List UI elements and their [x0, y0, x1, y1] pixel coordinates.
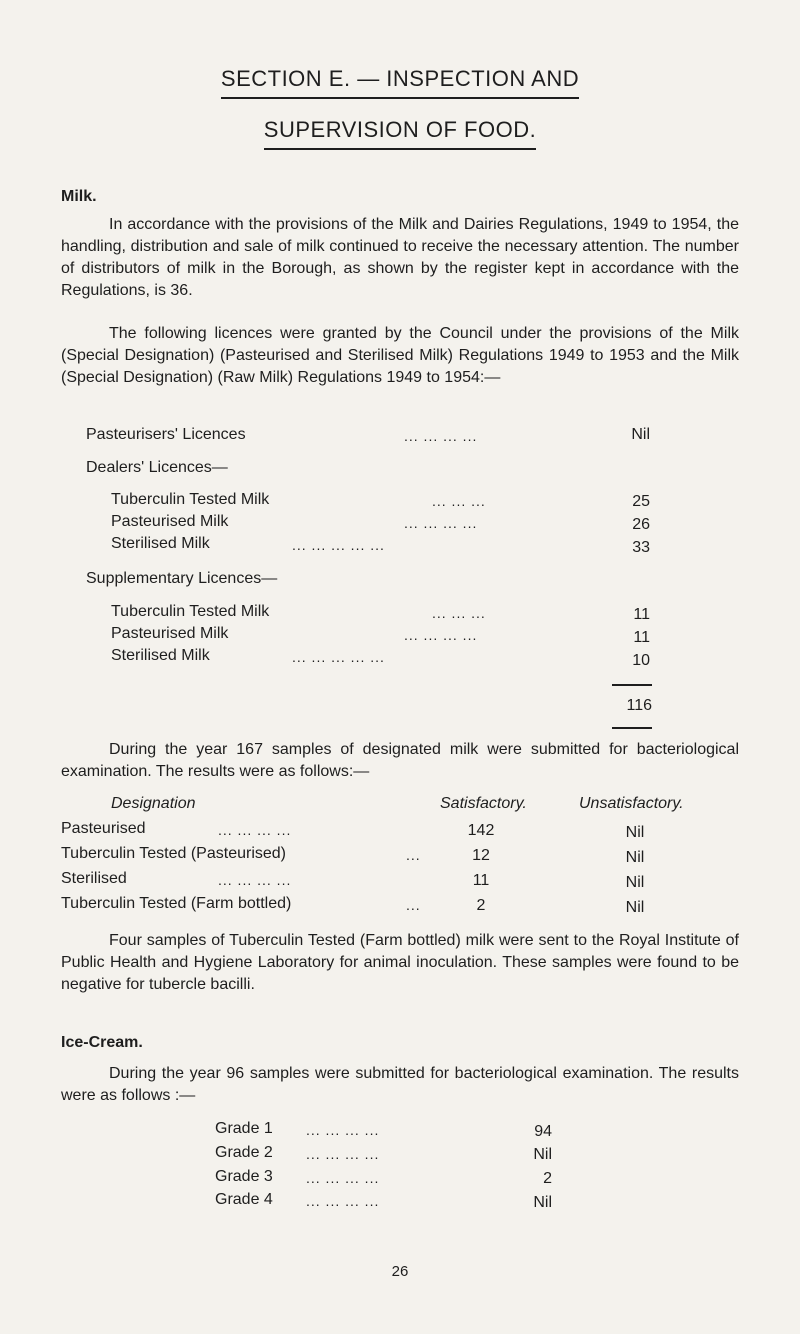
total-rule-top [612, 684, 652, 686]
table-row-designation: Tuberculin Tested (Pasteurised) [61, 845, 286, 862]
table-row-satisfactory: 142 [467, 822, 495, 839]
ice-cream-paragraph: During the year 96 samples were submitted for bacteriological examination. The results were as follows :— [61, 1065, 739, 1104]
milk-paragraph-3: During the year 167 samples of designated milk were submitted for bacteriological examination. The results were as follows:— [61, 741, 739, 780]
leader-dots: ... [406, 847, 421, 863]
grade-label: Grade 2 [215, 1144, 273, 1161]
dealers-item-label: Tuberculin Tested Milk [111, 491, 270, 508]
leader-dots: ... ... ... ... [306, 1170, 380, 1186]
total-rule-bottom [612, 727, 652, 729]
dealers-item-value: 25 [632, 493, 650, 510]
milk-heading: Milk. [61, 188, 97, 205]
leader-dots: ... ... ... ... [218, 822, 292, 838]
leader-dots: ... [406, 897, 421, 913]
page-number: 26 [391, 1263, 409, 1280]
table-row-unsatisfactory: Nil [625, 849, 645, 866]
dealers-item-label: Sterilised Milk [111, 535, 210, 552]
table-row-designation: Pasteurised [61, 820, 146, 837]
leader-dots: ... ... ... ... [404, 627, 478, 643]
table-row-designation: Tuberculin Tested (Farm bottled) [61, 895, 292, 912]
section-subtitle: SUPERVISION OF FOOD. [0, 117, 800, 150]
table-header-designation: Designation [111, 795, 196, 812]
leader-dots: ... ... ... ... [306, 1193, 380, 1209]
grade-value: 2 [543, 1170, 552, 1187]
grade-value: Nil [533, 1146, 552, 1163]
milk-paragraph-4: Four samples of Tuberculin Tested (Farm bottled) milk were sent to the Royal Institute of Public Health and Hygiene Laboratory for animal inoculation. These samples were found to be negative for tubercle bacilli. [61, 932, 739, 993]
table-header-satisfactory: Satisfactory. [440, 795, 527, 812]
supplementary-item-label: Sterilised Milk [111, 647, 210, 664]
dealers-item-value: 26 [632, 516, 650, 533]
leader-dots: ... ... ... ... [306, 1122, 380, 1138]
pasteurisers-licences-label: Pasteurisers' Licences [86, 426, 246, 443]
leader-dots: ... ... ... ... [404, 428, 478, 444]
dealers-licences-heading: Dealers' Licences— [86, 459, 228, 476]
ice-cream-heading: Ice-Cream. [61, 1034, 143, 1051]
grade-label: Grade 1 [215, 1120, 273, 1137]
table-row-satisfactory: 12 [472, 847, 490, 864]
supplementary-item-label: Tuberculin Tested Milk [111, 603, 270, 620]
supplementary-item-value: 10 [632, 652, 650, 669]
supplementary-item-value: 11 [633, 629, 650, 646]
grade-value: 94 [534, 1123, 552, 1140]
leader-dots: ... ... ... [432, 493, 486, 509]
table-row-satisfactory: 2 [476, 897, 486, 914]
table-row-unsatisfactory: Nil [625, 824, 645, 841]
dealers-item-label: Pasteurised Milk [111, 513, 229, 530]
milk-paragraph-2: The following licences were granted by the Council under the provisions of the Milk (Special Designation) (Pasteurised and Sterilised Milk) Regulations 1949 to 1953 and the Milk (Special Designation) (Raw Milk) Regulations 1949 to 1954:— [61, 325, 739, 386]
milk-paragraph-1: In accordance with the provisions of the Milk and Dairies Regulations, 1949 to 1954, the handling, distribution and sale of milk continued to receive the necessary attention. The number of distributors of milk in the Borough, as shown by the register kept in accordance with the Regulations, is 36. [61, 216, 739, 299]
leader-dots: ... ... ... ... [218, 872, 292, 888]
leader-dots: ... ... ... [432, 605, 486, 621]
grade-label: Grade 4 [215, 1191, 273, 1208]
leader-dots: ... ... ... ... [306, 1146, 380, 1162]
table-row-designation: Sterilised [61, 870, 127, 887]
leader-dots: ... ... ... ... ... [292, 649, 385, 665]
table-header-unsatisfactory: Unsatisfactory. [579, 795, 684, 812]
pasteurisers-licences-value: Nil [631, 426, 650, 443]
table-row-satisfactory: 11 [472, 872, 490, 889]
grade-label: Grade 3 [215, 1168, 273, 1185]
table-row-unsatisfactory: Nil [625, 874, 645, 891]
table-row-unsatisfactory: Nil [625, 899, 645, 916]
supplementary-licences-heading: Supplementary Licences— [86, 570, 278, 587]
licences-total: 116 [626, 697, 652, 714]
supplementary-item-label: Pasteurised Milk [111, 625, 229, 642]
leader-dots: ... ... ... ... [404, 515, 478, 531]
supplementary-item-value: 11 [633, 606, 650, 623]
grade-value: Nil [533, 1194, 552, 1211]
section-title: SECTION E. — INSPECTION AND [0, 66, 800, 99]
leader-dots: ... ... ... ... ... [292, 537, 385, 553]
dealers-item-value: 33 [632, 539, 650, 556]
